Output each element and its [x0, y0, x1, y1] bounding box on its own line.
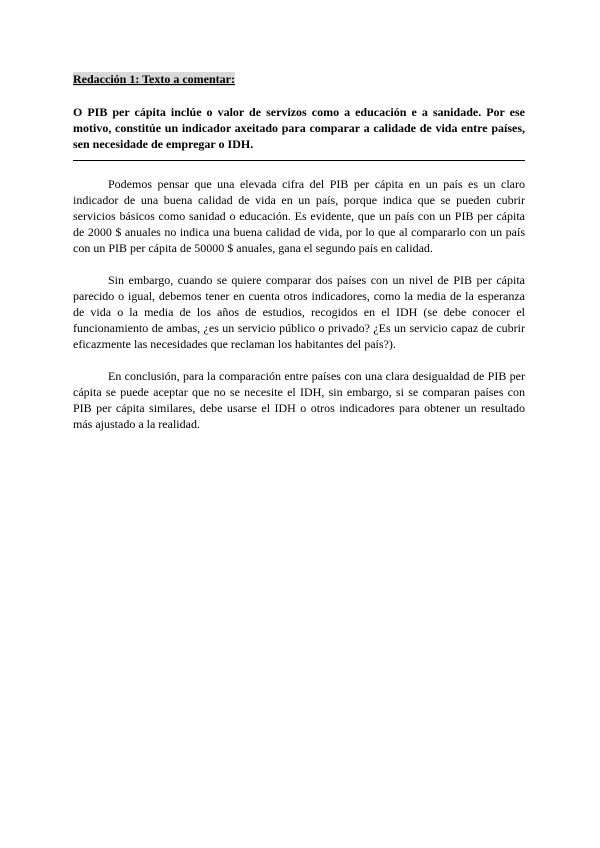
paragraph-2: Sin embargo, cuando se quiere comparar dos países con un nivel de PIB per cápita parecido o igual, debemos tener en cuenta otros indicadores, como la media de la esperanza de vida o la media de los años de estudios, recogidos en el IDH (se debe conocer el funcionamiento de ambas, ¿es un servicio público o privado? ¿Es un servicio capaz de cubrir eficazmente las necesidades que reclaman los habitantes del país?).: [73, 273, 525, 351]
document-page: [73, 72, 525, 432]
horizontal-rule: [73, 160, 525, 161]
paragraph-1: Podemos pensar que una elevada cifra del PIB per cápita en un país es un claro indicador de una buena calidad de vida en un país, porque indica que se pueden cubrir servicios básicos como sanidad o educación. Es evidente, que un país con un PIB per cápita de 2000 $ anuales no indica una buena calidad de vida, por lo que al compararlo con un país con un PIB per cápita de 50000 $ anuales, gana el segundo país en calidad.: [73, 177, 525, 255]
heading-text: Redacción 1: Texto a comentar:: [73, 72, 235, 86]
paragraph-3: En conclusión, para la comparación entre países con una clara desigualdad de PIB per cápita se puede aceptar que no se necesite el IDH, sin embargo, si se comparan países con PIB per cápita similares, debe usarse el IDH o otros indicadores para obtener un resultado más ajustado a la realidad.: [73, 369, 525, 431]
document-heading: [73, 72, 525, 87]
statement-text: O PIB per cápita inclúe o valor de servizos como a educación e a sanidade. Por ese motivo, constitúe un indicador axeitado para comparar a calidade de vida entre países, sen necesidade de empregar o IDH.: [73, 105, 525, 151]
